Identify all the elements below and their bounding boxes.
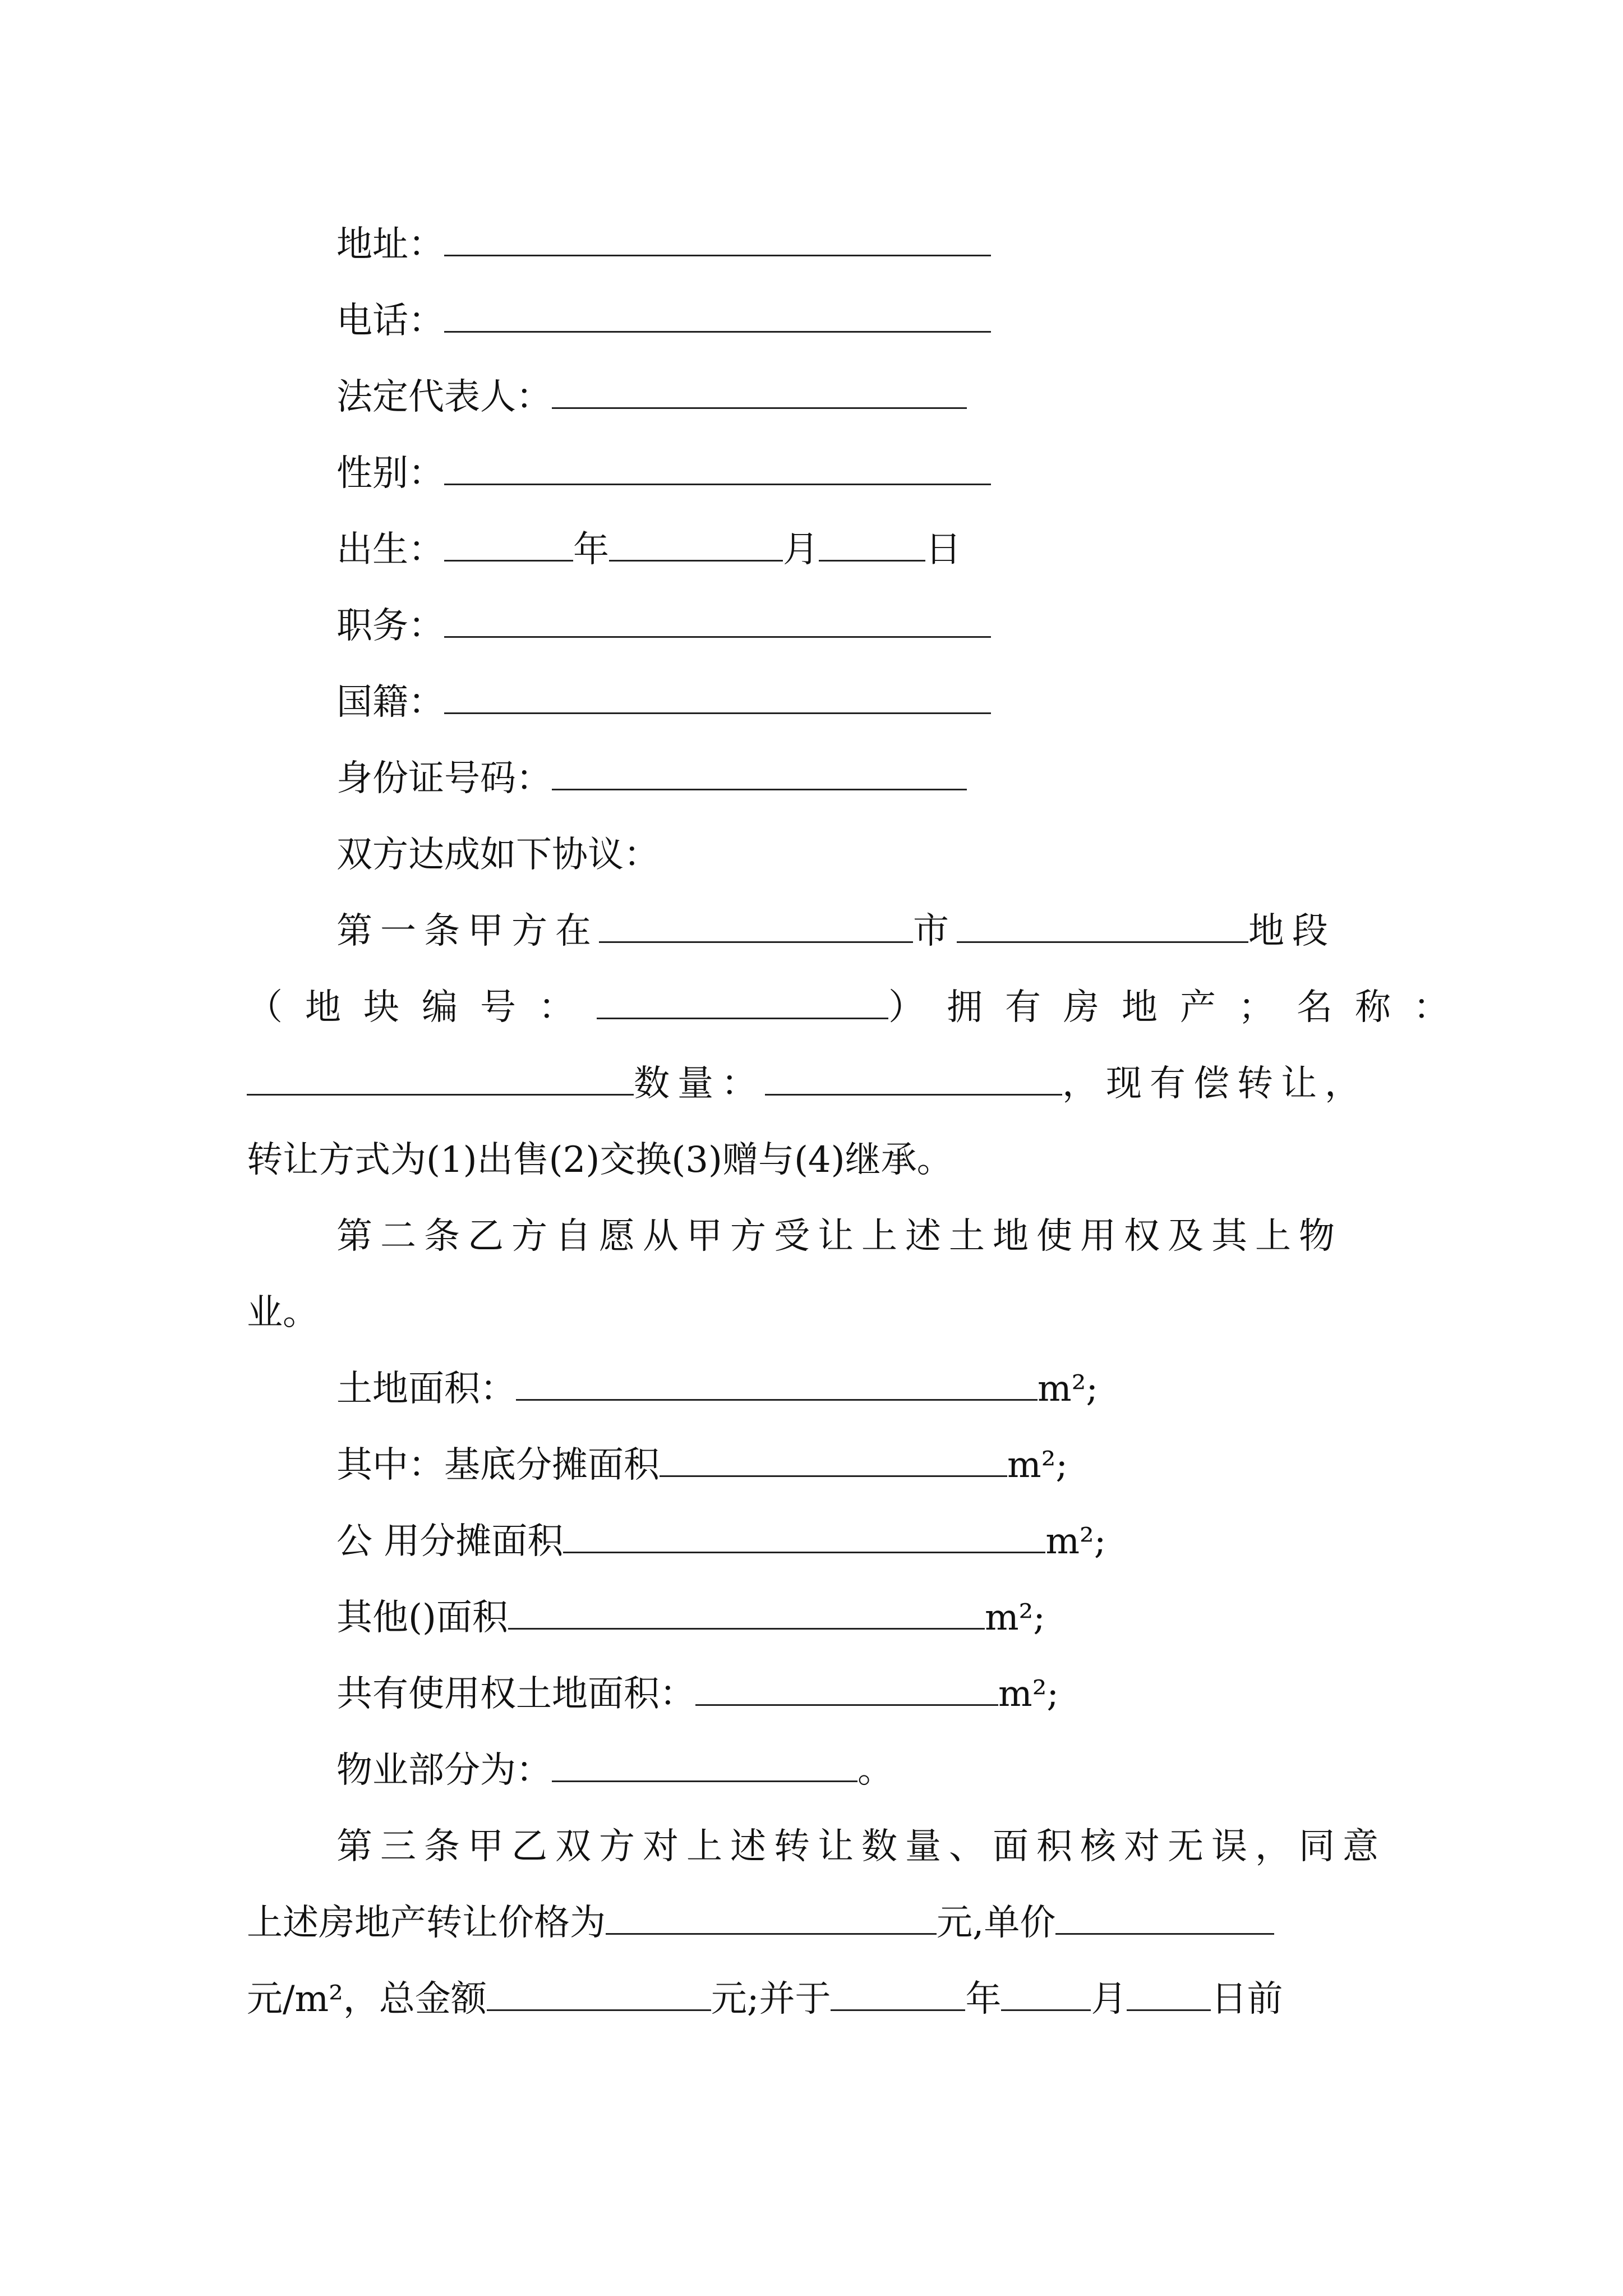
address-label: 地址： <box>336 224 444 265</box>
plot-number-blank <box>597 984 888 1019</box>
payment-day-blank <box>1127 1976 1211 2011</box>
gender-row <box>336 445 991 501</box>
land-area-blank <box>516 1365 1038 1401</box>
payment-year-label: 年 <box>965 1978 1002 2020</box>
property-part-end: 。 <box>857 1750 893 1791</box>
payment-month-label: 月 <box>1091 1978 1127 2020</box>
address-blank <box>444 221 991 256</box>
article1-line1 <box>336 903 1336 959</box>
payment-date-label: 元;并于 <box>711 1978 831 2020</box>
birth-label: 出生： <box>336 529 444 570</box>
birth-month-label: 月 <box>783 529 819 570</box>
birth-year-label: 年 <box>573 529 609 570</box>
gender-blank <box>444 450 991 485</box>
payment-year-blank <box>831 1976 965 2011</box>
article1-line4: 转让方式为(1)出售(2)交换(3)赠与(4)继承。 <box>247 1139 953 1181</box>
id-number-row <box>336 751 967 807</box>
plot-number-label: （地块编号： <box>247 987 597 1028</box>
price-blank <box>606 1899 937 1935</box>
public-area-row <box>336 1513 1106 1570</box>
base-area-unit: m²; <box>1007 1444 1068 1486</box>
phone-label: 电话： <box>336 300 444 342</box>
district-label: 地段 <box>1248 910 1336 952</box>
other-area-blank <box>508 1594 985 1630</box>
quantity-label: 数量： <box>634 1063 765 1105</box>
shared-area-row <box>336 1666 1059 1722</box>
agreement-intro: 双方达成如下协议： <box>336 834 660 876</box>
birth-year-blank <box>444 526 573 562</box>
legal-rep-row <box>336 369 967 425</box>
id-number-label: 身份证号码： <box>336 758 552 799</box>
birth-row <box>336 522 961 578</box>
id-number-blank <box>552 755 967 790</box>
article3-line1: 第三条甲乙双方对上述转让数量、面积核对无误，同意 <box>336 1826 1386 1867</box>
total-amount-label: 元/m²，总金额 <box>247 1978 487 2020</box>
base-area-row <box>336 1437 1068 1493</box>
position-blank <box>444 602 991 638</box>
unit-price-blank <box>1055 1899 1274 1935</box>
other-area-label: 其他()面积 <box>336 1597 508 1639</box>
property-part-blank <box>552 1747 857 1782</box>
shared-area-unit: m²; <box>998 1673 1059 1715</box>
legal-rep-label: 法定代表人： <box>336 376 552 418</box>
property-part-label: 物业部分为： <box>336 1750 552 1791</box>
property-name-blank <box>247 1060 634 1096</box>
other-area-unit: m²; <box>984 1597 1045 1639</box>
public-area-unit: m²; <box>1045 1521 1106 1562</box>
article1-line3 <box>247 1056 1368 1112</box>
land-area-unit: m²; <box>1038 1368 1098 1410</box>
position-row <box>336 598 991 654</box>
property-part-row <box>336 1742 893 1798</box>
city-blank <box>599 908 913 943</box>
city-label: 市 <box>913 910 957 952</box>
birth-month-blank <box>609 526 783 562</box>
phone-blank <box>444 297 991 333</box>
property-name-label: ）拥有房地产；名称： <box>888 987 1472 1028</box>
birth-day-blank <box>819 526 925 562</box>
address-row <box>336 217 991 273</box>
article1-text: 第一条甲方在 <box>336 910 599 952</box>
district-blank <box>957 908 1248 943</box>
other-area-row <box>336 1590 1045 1646</box>
nationality-row <box>336 674 991 730</box>
quantity-blank <box>765 1060 1062 1096</box>
article1-line2 <box>247 979 1472 1036</box>
unit-price-label: 元,单价 <box>937 1902 1056 1944</box>
shared-area-label: 共有使用权土地面积： <box>336 1673 695 1715</box>
public-area-blank <box>563 1518 1045 1553</box>
article3-line2 <box>247 1895 1274 1951</box>
payment-month-blank <box>1001 1976 1091 2011</box>
legal-rep-blank <box>552 374 967 409</box>
nationality-blank <box>444 679 991 714</box>
total-amount-blank <box>487 1976 711 2011</box>
position-label: 职务： <box>336 605 444 647</box>
land-area-label: 土地面积： <box>336 1368 516 1410</box>
article2-line2: 业。 <box>247 1292 319 1333</box>
phone-row <box>336 293 991 349</box>
article3-line3 <box>247 1971 1283 2027</box>
payment-day-label: 日前 <box>1211 1978 1283 2020</box>
base-area-blank <box>660 1442 1007 1477</box>
article2-line1: 第二条乙方自愿从甲方受让上述土地使用权及其上物 <box>336 1216 1343 1257</box>
base-area-label: 其中：基底分摊面积 <box>336 1444 660 1486</box>
transfer-text: ，现有偿转让， <box>1062 1063 1368 1105</box>
land-area-row <box>336 1361 1098 1417</box>
gender-label: 性别： <box>336 453 444 494</box>
birth-day-label: 日 <box>925 529 961 570</box>
nationality-label: 国籍： <box>336 682 444 723</box>
shared-area-blank <box>695 1671 998 1706</box>
price-label: 上述房地产转让价格为 <box>247 1902 606 1944</box>
public-area-label: 公 用分摊面积 <box>336 1521 564 1562</box>
